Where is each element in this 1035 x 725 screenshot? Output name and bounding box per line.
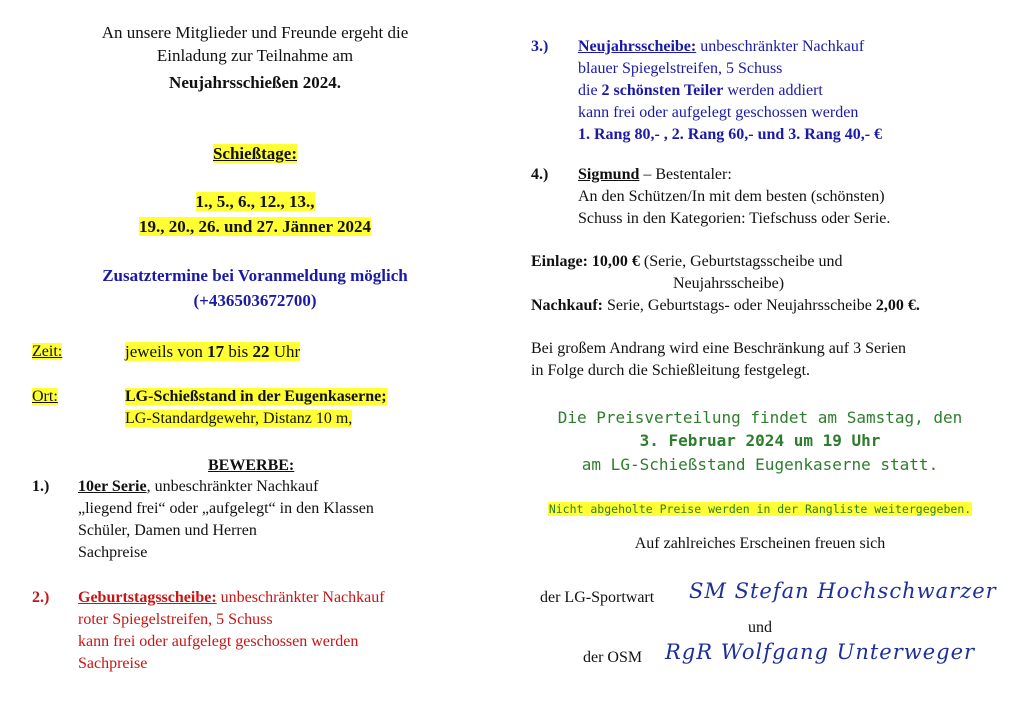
note-line-2: in Folge durch die Schießleitung festgelegt. (531, 362, 811, 379)
comp2-line-1: roter Spiegelstreifen, 5 Schuss (78, 611, 273, 628)
event-title: Neujahrsschießen 2024. (169, 73, 341, 92)
fee-einlage-line-2: Neujahrsscheibe) (673, 275, 785, 292)
shooting-days-heading-wrap (0, 143, 510, 165)
place-line-2-wrap (125, 408, 352, 429)
comp1-line-1: „liegend frei“ oder „aufgelegt“ in den Klassen (78, 500, 374, 517)
shooting-days-line-1-wrap (0, 191, 510, 213)
extra-phone: (+436503672700) (193, 291, 317, 310)
comp3-line-4: kann frei oder aufgelegt geschossen werden (578, 104, 859, 121)
time-label-wrap (32, 341, 62, 362)
intro-line-1: An unsere Mitglieder und Freunde ergeht die (101, 23, 409, 42)
comp2-number: 2.) (32, 589, 50, 606)
shooting-days-line-2: 19., 20., 26. und 27. Jänner 2024 (138, 217, 372, 236)
fee-nachkauf-label: Nachkauf: (531, 297, 604, 314)
closing-line: Auf zahlreiches Erscheinen freuen sich (634, 535, 886, 552)
comp2-title: Geburtstagsscheibe: (78, 589, 217, 606)
shooting-days-line-1: 1., 5., 6., 12., 13., (195, 192, 315, 211)
place-label: Ort: (32, 388, 58, 405)
comp3-line-3-b: 2 schönsten Teiler (601, 82, 724, 99)
comp4-title: Sigmund (578, 166, 640, 183)
comp3-line-3-c: werden addiert (723, 82, 823, 99)
signer-2-label: der OSM (583, 649, 643, 666)
award-line-1: Die Preisverteilung findet am Samstag, den (557, 408, 963, 427)
comp2-title-rest: unbeschränkter Nachkauf (216, 589, 385, 606)
time-value (125, 341, 300, 363)
comp1-line-3: Sachpreise (78, 544, 148, 561)
time-to: 22 (252, 342, 270, 361)
intro-line-2: Einladung zur Teilnahme am (156, 46, 354, 65)
signature-1: SM Stefan Hochschwarzer (689, 579, 997, 603)
comp4-title-rest: – Bestentaler: (639, 166, 732, 183)
comp4-line-2: An den Schützen/In mit dem besten (schönsten) (578, 188, 885, 205)
fee-einlage-label: Einlage (531, 253, 583, 270)
comp1-title-rest: , unbeschränkter Nachkauf (146, 478, 319, 495)
signer-1-label: der LG-Sportwart (540, 589, 655, 606)
unclaimed-note: Nicht abgeholte Preise werden in der Rangliste weitergegeben. (548, 502, 972, 516)
note-line-1: Bei großem Andrang wird eine Beschränkung auf 3 Serien (531, 340, 907, 357)
comp3-title-line (578, 36, 864, 57)
comp3-line-3-a: die (578, 82, 602, 99)
comp1-title: 10er Serie (78, 478, 147, 495)
comp3-title: Neujahrsscheibe: (578, 38, 697, 55)
competitions-heading: BEWERBE: (208, 457, 295, 474)
time-from: 17 (207, 342, 225, 361)
place-label-wrap (32, 386, 58, 407)
extra-dates: Zusatztermine bei Voranmeldung möglich (102, 266, 408, 285)
comp2-line-3: Sachpreise (78, 655, 148, 672)
fee-nachkauf (531, 295, 920, 316)
comp4-line-3: Schuss in den Kategorien: Tiefschuss oder Serie. (578, 210, 891, 227)
comp1-number: 1.) (32, 478, 50, 495)
place-line-1: LG-Schießstand in der Eugenkaserne; (125, 388, 387, 405)
fee-einlage-rest: (Serie, Geburtstagsscheibe und (639, 253, 843, 270)
award-line-2: 3. Februar 2024 um 19 Uhr (639, 431, 881, 450)
time-prefix: jeweils von (125, 342, 208, 361)
comp3-number: 3.) (531, 38, 549, 55)
time-label: Zeit: (32, 343, 63, 360)
comp2-title-line (78, 587, 385, 608)
comp3-title-rest: unbeschränkter Nachkauf (696, 38, 865, 55)
comp1-title-line (78, 476, 318, 497)
comp4-number: 4.) (531, 166, 549, 183)
comp2-line-2: kann frei oder aufgelegt geschossen werden (78, 633, 359, 650)
place-line-1-wrap (125, 386, 387, 407)
comp3-prizes: 1. Rang 80,- , 2. Rang 60,- und 3. Rang 40,- € (578, 126, 883, 143)
signature-2: RgR Wolfgang Unterweger (665, 640, 976, 664)
fee-nachkauf-rest: Serie, Geburtstags- oder Neujahrsscheibe (603, 297, 876, 314)
shooting-days-line-2-wrap (0, 216, 510, 238)
time-suffix: Uhr (269, 342, 301, 361)
comp3-line-2: blauer Spiegelstreifen, 5 Schuss (578, 60, 783, 77)
unclaimed-wrap (515, 500, 1005, 518)
comp3-line-3 (578, 80, 823, 101)
comp4-title-line (578, 164, 732, 185)
fee-einlage (531, 251, 843, 272)
fee-einlage-value: : 10,00 € (582, 253, 640, 270)
fee-nachkauf-value: 2,00 €. (875, 297, 920, 314)
place-line-2: LG-Standardgewehr, Distanz 10 m, (125, 410, 353, 427)
comp1-line-2: Schüler, Damen und Herren (78, 522, 257, 539)
and-line: und (748, 619, 772, 636)
shooting-days-heading: Schießtage: (212, 144, 298, 163)
time-mid: bis (224, 342, 253, 361)
award-line-3: am LG-Schießstand Eugenkaserne statt. (581, 455, 939, 474)
